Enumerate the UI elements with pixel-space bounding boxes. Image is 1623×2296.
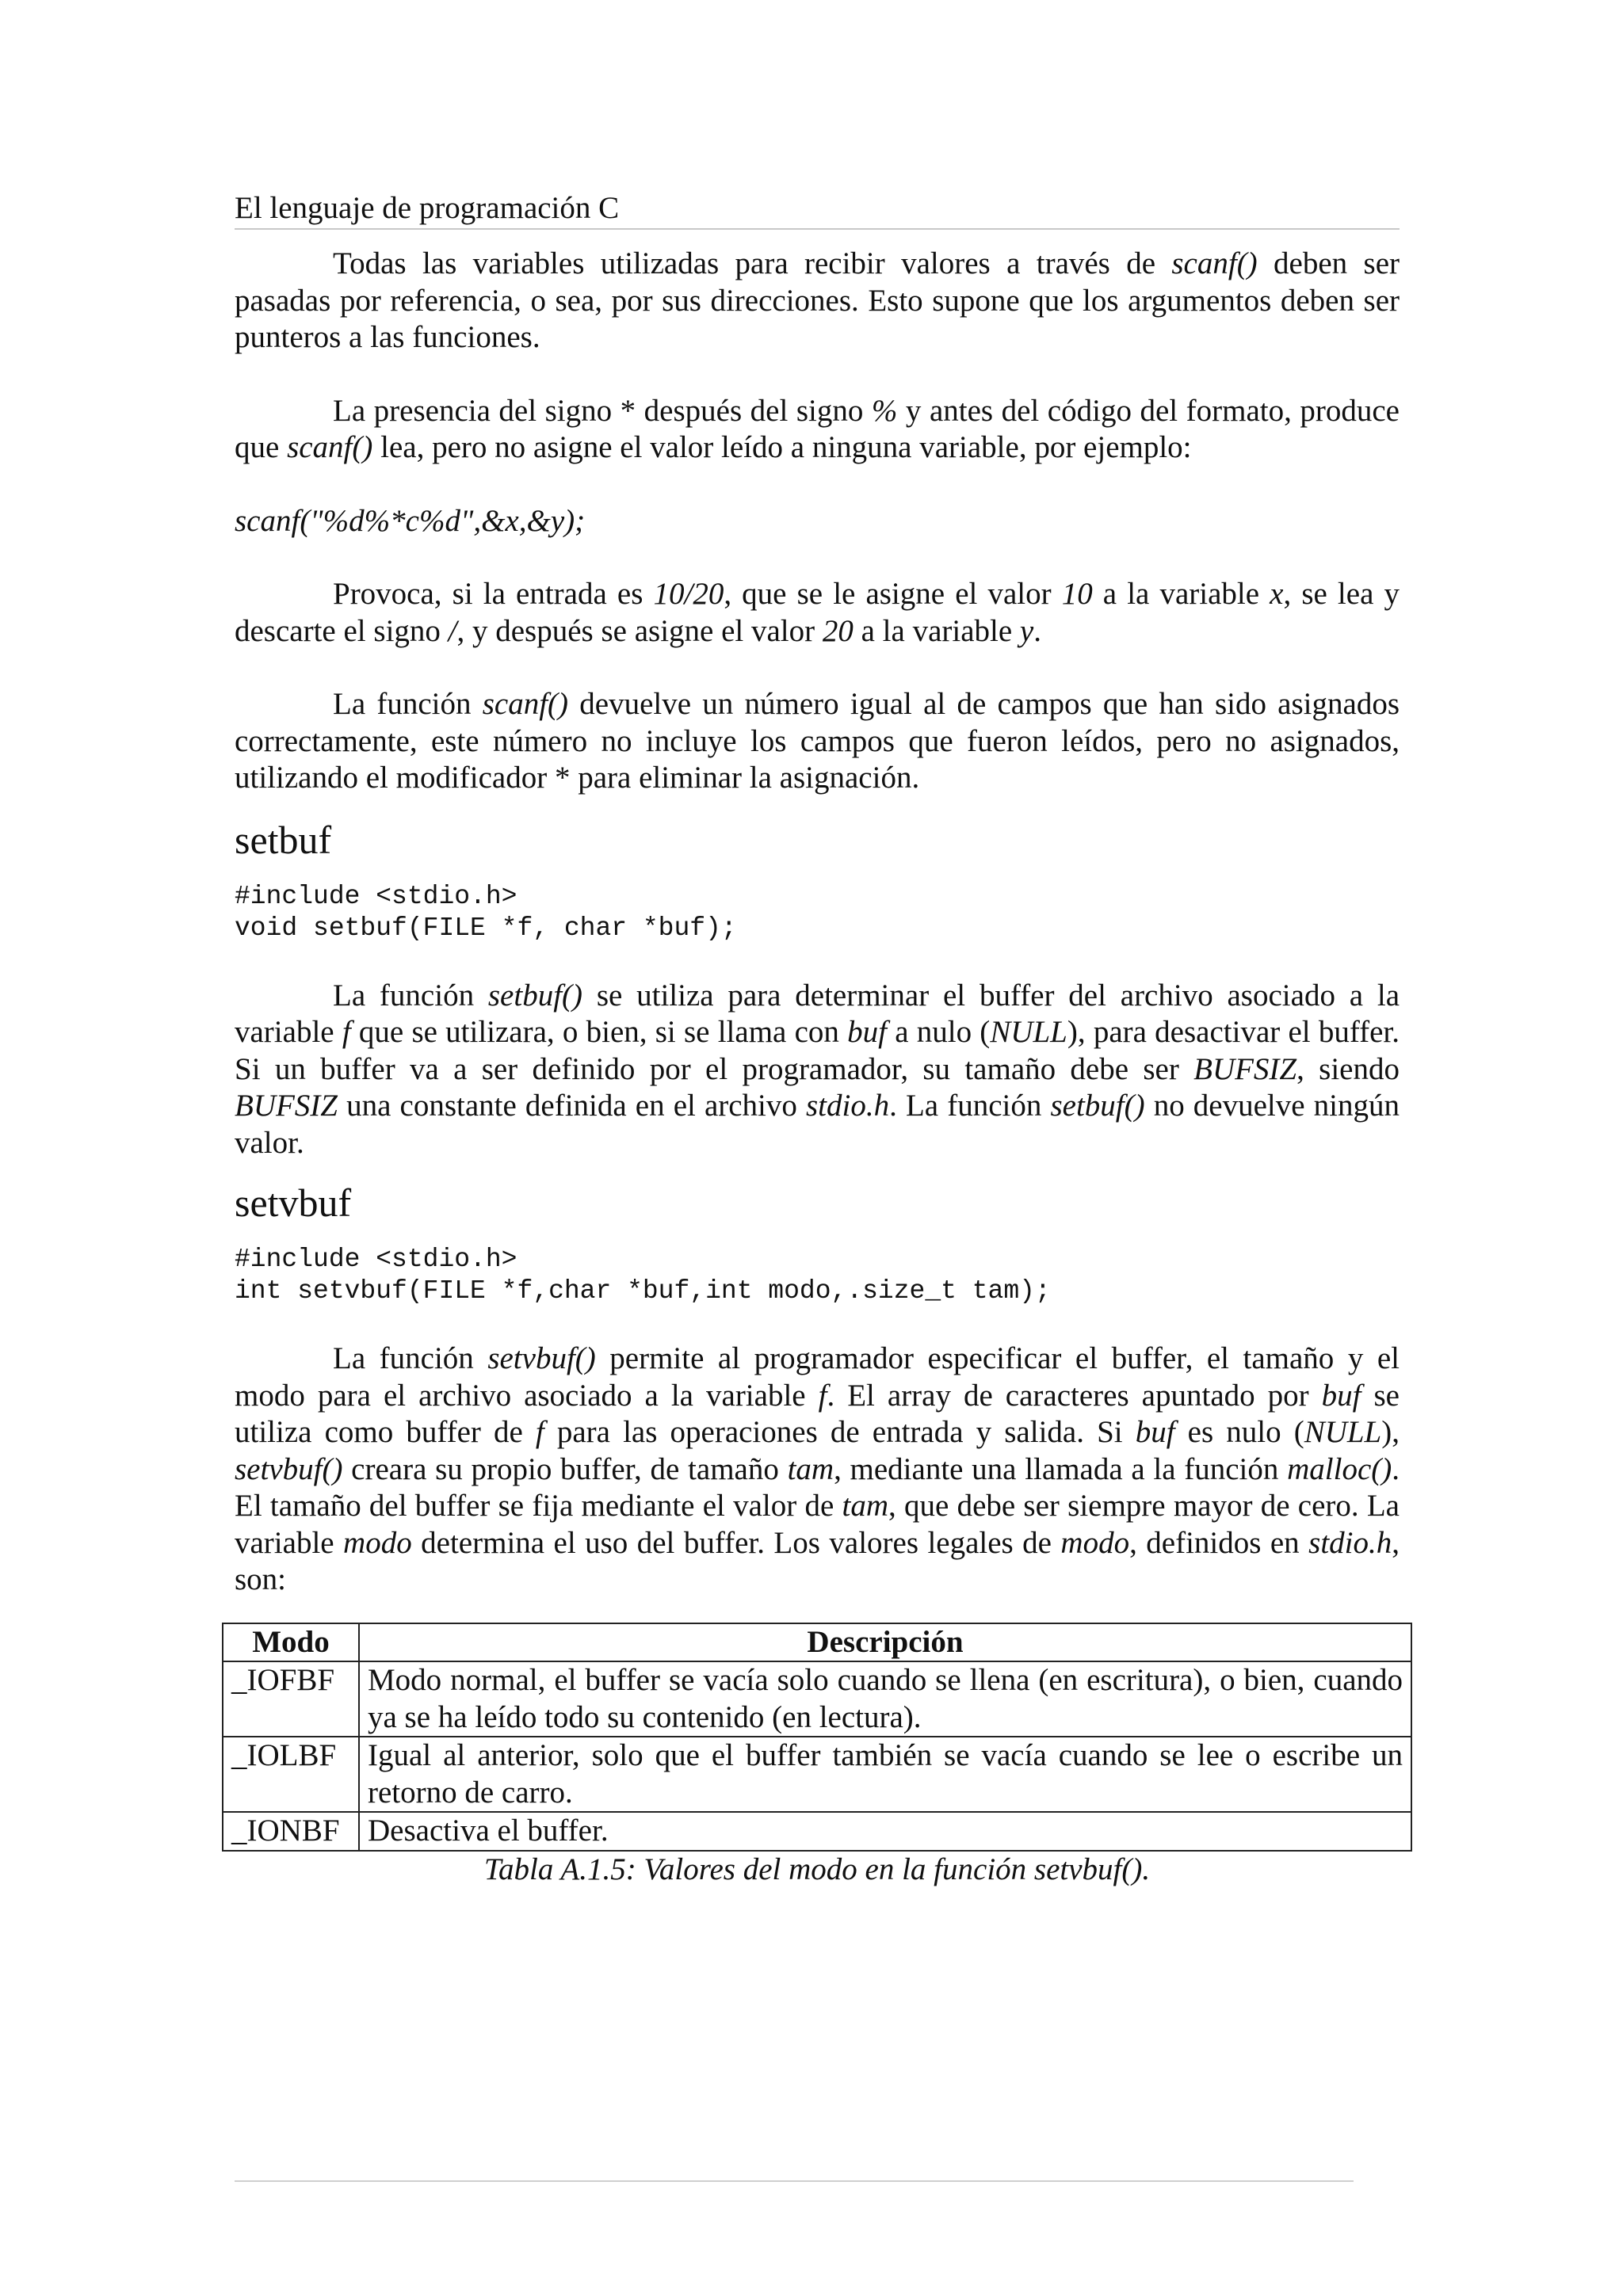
- italic-term: BUFSIZ: [1193, 1051, 1297, 1086]
- table-cell-modo: _IONBF: [223, 1812, 359, 1851]
- italic-term: 10/20: [653, 577, 724, 611]
- italic-term: f: [535, 1415, 544, 1449]
- italic-term: tam: [842, 1489, 889, 1523]
- table-row: [223, 1812, 1411, 1851]
- italic-term: %: [871, 393, 898, 428]
- italic-term: stdio.h: [806, 1089, 890, 1123]
- italic-term: modo: [343, 1525, 412, 1560]
- italic-term: stdio.h: [1308, 1525, 1392, 1560]
- italic-term: NULL: [990, 1015, 1067, 1049]
- running-header: El lenguaje de programación C: [235, 190, 1400, 230]
- italic-term: f: [818, 1378, 827, 1413]
- code-example: [235, 503, 1400, 540]
- section-heading-setbuf: setbuf: [235, 817, 332, 862]
- table-cell-modo: _IOLBF: [223, 1737, 359, 1812]
- table-row: [223, 1737, 1411, 1812]
- italic-term: /: [448, 613, 457, 648]
- table-cell-descripcion: Desactiva el buffer.: [359, 1812, 1411, 1851]
- italic-term: scanf(): [482, 687, 569, 721]
- italic-term: setvbuf(): [487, 1341, 596, 1375]
- italic-term: setvbuf(): [235, 1451, 343, 1486]
- italic-term: x: [1270, 577, 1284, 611]
- italic-term: NULL: [1304, 1415, 1382, 1449]
- italic-term: tam: [787, 1451, 834, 1486]
- italic-term: modo: [1060, 1525, 1130, 1560]
- italic-term: 20: [822, 613, 854, 648]
- modes-table: [222, 1623, 1412, 1852]
- italic-term: f: [342, 1015, 351, 1049]
- code-block-setvbuf: #include <stdio.h> int setvbuf(FILE *f,char *buf,int modo,.size_t tam);: [235, 1245, 1051, 1306]
- italic-term: setbuf(): [1050, 1089, 1145, 1123]
- table-cell-descripcion: Igual al anterior, solo que el buffer también se vacía cuando se lee o escribe un retorno de carro.: [359, 1737, 1411, 1812]
- paragraph: Todas las variables utilizadas para recibir valores a través de scanf() deben ser pasadas por referencia, o sea, por sus direcciones. Esto supone que los argumentos deben ser punteros a las funciones.: [235, 246, 1400, 354]
- italic-term: scanf(): [287, 430, 373, 464]
- italic-term: 10: [1061, 577, 1093, 611]
- table-cell-modo: _IOFBF: [223, 1661, 359, 1737]
- italic-term: buf: [847, 1015, 887, 1049]
- paragraph: La presencia del signo * después del signo % y antes del código del formato, produce que scanf() lea, pero no asigne el valor leído a ninguna variable, por ejemplo:: [235, 393, 1400, 464]
- paragraph: La función setbuf() se utiliza para determinar el buffer del archivo asociado a la variable f que se utilizara, o bien, si se llama con buf a nulo (NULL), para desactivar el buffer. Si un buffer va a ser definido por el programador, su tamaño debe ser BUFSIZ, siendo BUFSIZ una constante definida en el archivo stdio.h. La función setbuf() no devuelve ningún valor.: [235, 978, 1400, 1160]
- section-heading-setvbuf: setvbuf: [235, 1180, 352, 1225]
- italic-term: malloc(): [1287, 1451, 1392, 1486]
- table-header-descripcion: Descripción: [359, 1623, 1411, 1662]
- paragraph: La función scanf() devuelve un número igual al de campos que han sido asignados correctamente, este número no incluye los campos que fueron leídos, pero no asignados, utilizando el modificador * para eliminar la asignación.: [235, 687, 1400, 795]
- italic-term: buf: [1135, 1415, 1175, 1449]
- italic-term: scanf(): [1171, 246, 1258, 280]
- code-block-setbuf: #include <stdio.h> void setbuf(FILE *f, char *buf);: [235, 881, 737, 943]
- italic-term: setbuf(): [487, 978, 583, 1013]
- italic-term: BUFSIZ: [235, 1089, 338, 1123]
- table-header-modo: Modo: [223, 1623, 359, 1662]
- italic-term: buf: [1321, 1378, 1361, 1413]
- page-content: [231, 190, 1403, 1888]
- table-cell-descripcion: Modo normal, el buffer se vacía solo cuando se llena (en escritura), o bien, cuando ya se ha leído todo su contenido (en lectura).: [359, 1661, 1411, 1737]
- italic-term: y: [1019, 613, 1034, 648]
- paragraph: La función setvbuf() permite al programador especificar el buffer, el tamaño y el modo para el archivo asociado a la variable f. El array de caracteres apuntado por buf se utiliza como buffer de f para las operaciones de entrada y salida. Si buf es nulo (NULL), setvbuf() creara su propio buffer, de tamaño tam, mediante una llamada a la función malloc(). El tamaño del buffer se fija mediante el valor de tam, que debe ser siempre mayor de cero. La variable modo determina el uso del buffer. Los valores legales de modo, definidos en stdio.h, son:: [235, 1341, 1400, 1596]
- table-header-row: [223, 1623, 1411, 1662]
- code-example-text: scanf("%d%*c%d",&x,&y);: [235, 503, 586, 538]
- paragraph: Provoca, si la entrada es 10/20, que se le asigne el valor 10 a la variable x, se lea y descarte el signo /, y después se asigne el valor 20 a la variable y.: [235, 577, 1400, 648]
- table-caption: Tabla A.1.5: Valores del modo en la función setvbuf().: [483, 1852, 1151, 1886]
- footer-rule: [235, 2180, 1354, 2182]
- table-row: [223, 1661, 1411, 1737]
